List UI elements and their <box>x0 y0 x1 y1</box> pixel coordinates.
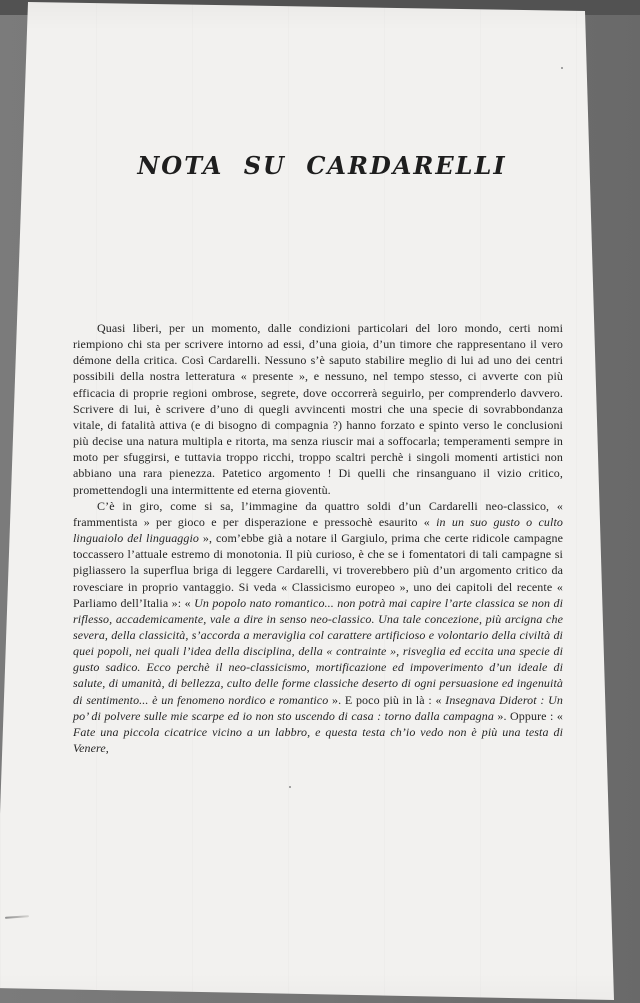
paragraph-2: C’è in giro, come si sa, l’immagine da quattro soldi d’un Cardarelli neo-classico, « frammentista » per gioco e per disperazione e pressochè esaurito « in un suo gusto o culto linguaiolo del linguaggio », com’ebbe già a notare il Gargiulo, prima che certe ridicole campagne toccassero l’attuale estremo di monotonia. Il più curioso, è che se i fomentatori di tali campagne si pigliassero la superflua briga di leggere Cardarelli, vi troverebbero più d’un argomento critico da rovesciare in proprio vantaggio. Si veda « Classicismo europeo », uno dei capitoli del recente « Parliamo dell’Italia »: « Un popolo nato romantico... non potrà mai capire l’arte classica se non di riflesso, accademicamente, vale a dire in senso neo-classico. Una tale concezione, più arcigna che severa, della classicità, s’accorda a meraviglia col carattere artificioso e volontario della civiltà di quei popoli, nei quali l’idea della disciplina, della « contrainte », risveglia ed eccita una specie di gusto sadico. Ecco perchè il neo-classicismo, mortificazione ed impoverimento d’un ideale di salute, di umanità, di bellezza, culto delle forme classiche deserto di ogni persuasione ed ingenuità di sentimento... è un fenomeno nordico e romantico ». E poco più in là : « Insegnava Diderot : Un po’ di polvere sulle mie scarpe ed io non sto uscendo di casa : torno dalla campagna ». Oppure : « Fate una piccola cicatrice vicino a un labbro, e questa testa ch’io vedo non è più una testa di Venere, <box>73 498 564 756</box>
scan-speck <box>561 67 563 69</box>
scan-speck <box>289 786 291 788</box>
page-title: NOTA SU CARDARELLI <box>137 151 507 180</box>
body-text <box>73 320 563 756</box>
paragraph-1: Quasi liberi, per un momento, dalle condizioni particolari del loro mondo, certi nomi riempiono chi sta per scrivere intorno ad essi, d’una gioia, d’un timore che rappresentano il vero démone della critica. Così Cardarelli. Nessuno s’è saputo stabilire meglio di lui ad uno dei centri possibili della nostra letteratura « presente », e nessuno, nel tempo stesso, ci avverte con più efficacia di proprie regioni ombrose, segrete, dove occorrerà seguirlo, per comprenderlo davvero. Scrivere di lui, è scrivere d’uno di quegli avvincenti mostri che una specie di sovrabbondanza vitale, di fatalità attiva (e di bisogno di compagnia ?) hanno forzato e spinto verso le conclusioni più decise una natura multipla e ritorta, ma senza riuscir mai a soffocarla; temperamenti sempre in moto per sfuggirsi, e tuttavia troppo ricchi, troppo scaltri perchè i singoli momenti artistici non abbiano una rara pienezza. Patetico argomento ! Di quelli che rinsanguano il vizio critico, promettendogli una intermittente ed eterna gioventù. <box>73 321 563 497</box>
